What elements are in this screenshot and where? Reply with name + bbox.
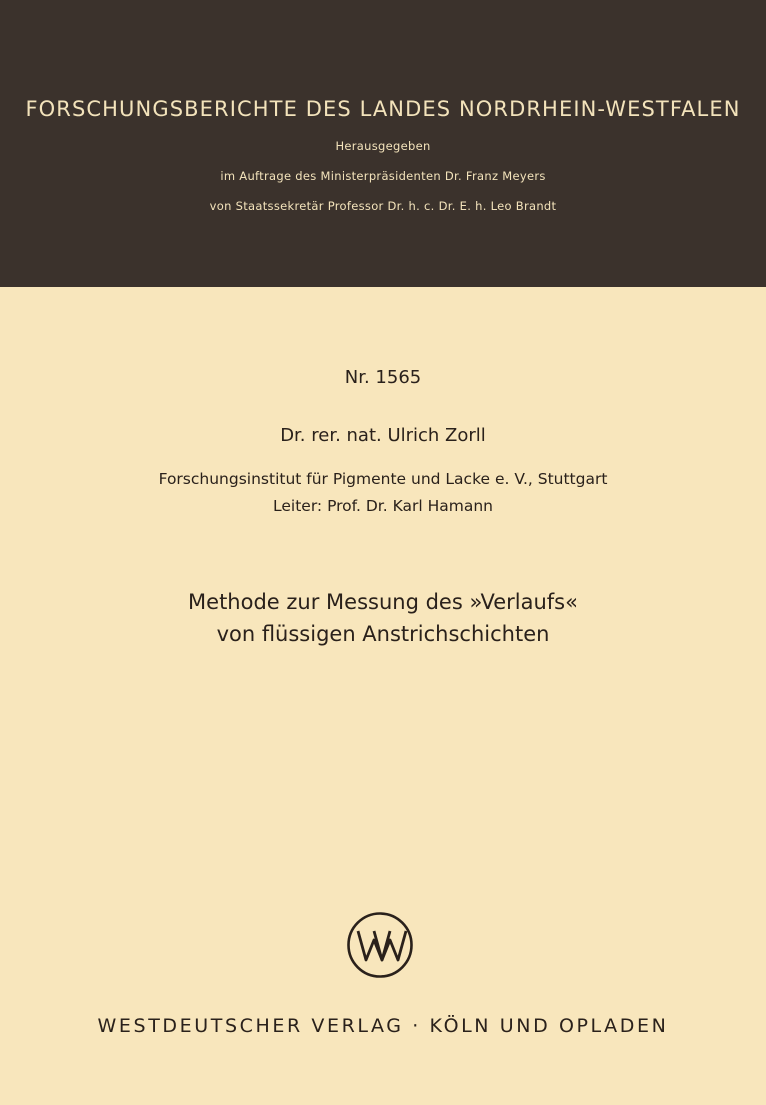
cover-header-band <box>0 0 766 287</box>
secretary-line: von Staatssekretär Professor Dr. h. c. Dr. E. h. Leo Brandt <box>209 199 557 213</box>
series-title: FORSCHUNGSBERICHTE DES LANDES NORDRHEIN-WESTFALEN <box>25 97 741 121</box>
publisher-name: WESTDEUTSCHER VERLAG · KÖLN UND OPLADEN <box>97 1015 669 1037</box>
author-name: Dr. rer. nat. Ulrich Zorll <box>280 425 486 446</box>
institute-name: Forschungsinstitut für Pigmente und Lacke e. V., Stuttgart <box>158 470 608 488</box>
director-line: Leiter: Prof. Dr. Karl Hamann <box>273 497 493 515</box>
publisher-logo-icon <box>346 911 414 979</box>
report-title-line-1: Methode zur Messung des »Verlaufs« <box>188 590 578 614</box>
report-title-line-2: von flüssigen Anstrichschichten <box>216 622 550 646</box>
editor-label: Herausgegeben <box>335 139 431 153</box>
commission-line: im Auftrage des Ministerpräsidenten Dr. Franz Meyers <box>220 169 546 183</box>
report-number: Nr. 1565 <box>344 367 422 388</box>
